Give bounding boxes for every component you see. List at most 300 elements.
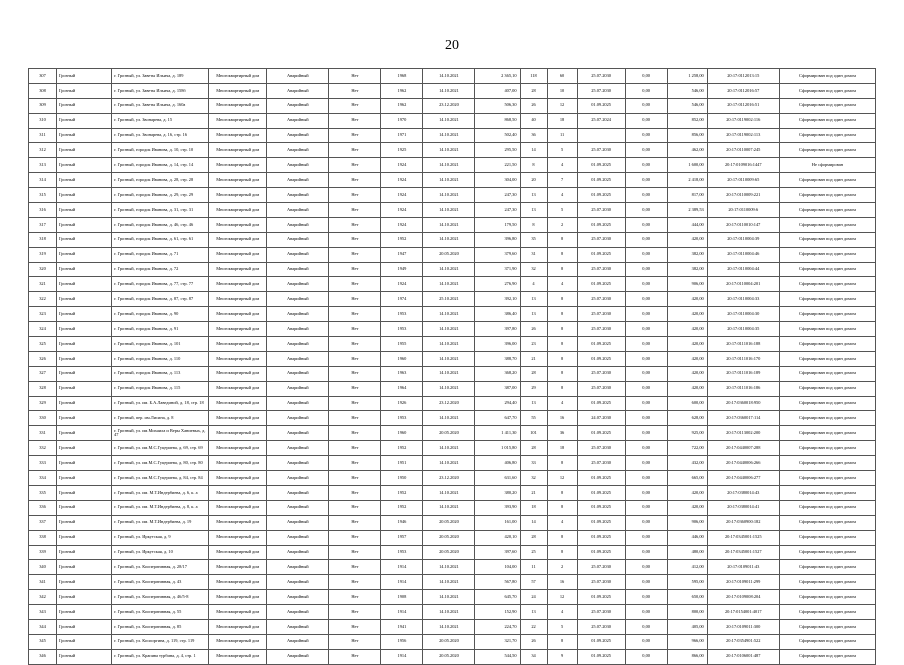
cell-address: г. Грозный, ул. Кооперативная, д. 46/5-8 — [112, 590, 209, 605]
cell-apartments: 10 — [547, 83, 577, 98]
cell-row-number: 313 — [29, 158, 57, 173]
cell-residents: 21 — [520, 351, 547, 366]
cell-land-status: Сформирован под один домом — [779, 262, 875, 277]
cell-special-flag: Нет — [329, 411, 381, 426]
cell-area: 294,40 — [475, 396, 520, 411]
table-row — [29, 262, 876, 277]
cell-address: г. Грозный, городок Иванова, д. 110 — [112, 351, 209, 366]
table-row — [29, 83, 876, 98]
cell-row-number: 338 — [29, 530, 57, 545]
cell-residents: 32 — [520, 262, 547, 277]
cell-col-13: 0,00 — [625, 634, 667, 649]
cell-year-built: 1908 — [381, 590, 423, 605]
cell-row-number: 333 — [29, 456, 57, 471]
cell-land-area: 405,00 — [667, 619, 707, 634]
cell-cadastral-number: 20:17:0354901:522 — [707, 634, 779, 649]
cell-land-status: Сформирован под один домом — [779, 619, 875, 634]
cell-land-area: 906,00 — [667, 515, 707, 530]
cell-residents: 13 — [520, 605, 547, 620]
cell-resettlement-date: 01.09.2025 — [577, 530, 625, 545]
cell-condition: Аварийный — [267, 605, 329, 620]
cell-land-area: 800,00 — [667, 605, 707, 620]
cell-year-built: 1968 — [381, 69, 423, 84]
cell-special-flag: Нет — [329, 262, 381, 277]
cell-building-type: Многоквартирный дом — [209, 649, 267, 664]
cell-special-flag: Нет — [329, 158, 381, 173]
cell-address: г. Грозный, ул. Заветы Ильича, д. 158б — [112, 83, 209, 98]
cell-condition: Аварийный — [267, 83, 329, 98]
cell-resettlement-date: 25.07.2030 — [577, 560, 625, 575]
cell-resettlement-date: 01.09.2025 — [577, 634, 625, 649]
cell-year-built: 1950 — [381, 471, 423, 486]
cell-special-flag: Нет — [329, 128, 381, 143]
cell-recognition-date: 20.05.2020 — [423, 649, 475, 664]
cell-address: г. Грозный, ул. Иркутская, д. 10 — [112, 545, 209, 560]
cell-resettlement-date: 25.07.2030 — [577, 232, 625, 247]
cell-land-status: Сформирован под один домом — [779, 441, 875, 456]
cell-year-built: 1957 — [381, 530, 423, 545]
cell-year-built: 1956 — [381, 634, 423, 649]
cell-condition: Аварийный — [267, 500, 329, 515]
cell-area: 407,00 — [475, 83, 520, 98]
cell-row-number: 322 — [29, 292, 57, 307]
cell-apartments: 16 — [547, 411, 577, 426]
table-row — [29, 515, 876, 530]
cell-city: Грозный — [57, 366, 112, 381]
table-row — [29, 69, 876, 84]
cell-land-status: Сформирован под один домом — [779, 605, 875, 620]
cell-address: г. Грозный, городок Иванова, д. 87, стр. 87 — [112, 292, 209, 307]
cell-resettlement-date: 01.09.2025 — [577, 247, 625, 262]
cell-area: 506,30 — [475, 98, 520, 113]
cell-address: г. Грозный, ул. Кооперативная, д. 28/17 — [112, 560, 209, 575]
cell-special-flag: Нет — [329, 605, 381, 620]
cell-year-built: 1951 — [381, 456, 423, 471]
cell-city: Грозный — [57, 232, 112, 247]
cell-recognition-date: 14.10.2021 — [423, 69, 475, 84]
cell-residents: 26 — [520, 322, 547, 337]
cell-area: 420,10 — [475, 530, 520, 545]
cell-land-status: Сформирован под один домом — [779, 322, 875, 337]
table-row — [29, 247, 876, 262]
cell-land-area: 856,00 — [667, 128, 707, 143]
cell-year-built: 1970 — [381, 113, 423, 128]
cell-condition: Аварийный — [267, 396, 329, 411]
cell-recognition-date: 20.05.2020 — [423, 247, 475, 262]
cell-year-built: 1952 — [381, 232, 423, 247]
cell-cadastral-number: 20:17:0113002:200 — [707, 426, 779, 441]
cell-land-area: 1 258,00 — [667, 69, 707, 84]
cell-city: Грозный — [57, 441, 112, 456]
cell-residents: 28 — [520, 530, 547, 545]
cell-cadastral-number: 20:17:0119002:113 — [707, 128, 779, 143]
cell-land-area: 966,00 — [667, 634, 707, 649]
cell-recognition-date: 14.10.2021 — [423, 560, 475, 575]
table-row — [29, 203, 876, 218]
cell-resettlement-date: 25.07.2030 — [577, 322, 625, 337]
cell-land-area: 1 600,00 — [667, 158, 707, 173]
cell-col-13: 0,00 — [625, 351, 667, 366]
cell-special-flag: Нет — [329, 217, 381, 232]
cell-cadastral-number: 20:17:0112013:15 — [707, 69, 779, 84]
cell-condition: Аварийный — [267, 98, 329, 113]
cell-land-area: 382,00 — [667, 262, 707, 277]
cell-resettlement-date: 01.09.2025 — [577, 396, 625, 411]
housing-registry-table — [28, 68, 876, 665]
cell-recognition-date: 23.12.2020 — [423, 471, 475, 486]
cell-recognition-date: 14.10.2021 — [423, 605, 475, 620]
cell-residents: 13 — [520, 292, 547, 307]
cell-row-number: 310 — [29, 113, 57, 128]
cell-resettlement-date: 01.09.2025 — [577, 351, 625, 366]
cell-cadastral-number: 20:17:0111016:188 — [707, 337, 779, 352]
cell-resettlement-date: 01.09.2025 — [577, 590, 625, 605]
table-row — [29, 545, 876, 560]
table-row — [29, 605, 876, 620]
cell-col-13: 0,00 — [625, 158, 667, 173]
cell-apartments: 8 — [547, 247, 577, 262]
cell-year-built: 1952 — [381, 500, 423, 515]
cell-apartments: 8 — [547, 381, 577, 396]
cell-land-area: 432,00 — [667, 456, 707, 471]
cell-resettlement-date: 25.07.2030 — [577, 143, 625, 158]
cell-special-flag: Нет — [329, 634, 381, 649]
cell-land-status: Сформирован под один домом — [779, 649, 875, 664]
cell-special-flag: Нет — [329, 590, 381, 605]
cell-residents: 14 — [520, 143, 547, 158]
cell-area: 868,50 — [475, 113, 520, 128]
cell-recognition-date: 20.05.2020 — [423, 634, 475, 649]
cell-recognition-date: 20.05.2020 — [423, 426, 475, 441]
cell-row-number: 324 — [29, 322, 57, 337]
cell-residents: 40 — [520, 113, 547, 128]
cell-residents: 23 — [520, 337, 547, 352]
cell-cadastral-number: 20:17:0440007:288 — [707, 441, 779, 456]
cell-address: г. Грозный, ул. Заветы Ильича, д. 160а — [112, 98, 209, 113]
cell-residents: 13 — [520, 203, 547, 218]
cell-land-area: 420,00 — [667, 351, 707, 366]
cell-resettlement-date: 01.09.2025 — [577, 277, 625, 292]
cell-condition: Аварийный — [267, 471, 329, 486]
cell-address: г. Грозный, городок Иванова, д. 77, стр. 77 — [112, 277, 209, 292]
cell-apartments: 11 — [547, 128, 577, 143]
cell-address: г. Грозный, ул. им.М.С.Гуцериева, д. 80, стр. 80 — [112, 456, 209, 471]
cell-condition: Аварийный — [267, 188, 329, 203]
cell-building-type: Многоквартирный дом — [209, 590, 267, 605]
cell-land-status: Сформирован под один домом — [779, 456, 875, 471]
table-row — [29, 411, 876, 426]
cell-resettlement-date: 01.09.2025 — [577, 649, 625, 664]
cell-col-13: 0,00 — [625, 143, 667, 158]
table-row — [29, 441, 876, 456]
cell-building-type: Многоквартирный дом — [209, 530, 267, 545]
cell-area: 388,70 — [475, 351, 520, 366]
cell-condition: Аварийный — [267, 366, 329, 381]
cell-recognition-date: 25.10.2021 — [423, 292, 475, 307]
cell-year-built: 1946 — [381, 515, 423, 530]
cell-recognition-date: 14.10.2021 — [423, 411, 475, 426]
cell-apartments: 8 — [547, 366, 577, 381]
cell-land-area: 665,00 — [667, 471, 707, 486]
cell-apartments: 8 — [547, 307, 577, 322]
cell-land-status: Сформирован под один домом — [779, 69, 875, 84]
cell-year-built: 1947 — [381, 247, 423, 262]
cell-building-type: Многоквартирный дом — [209, 277, 267, 292]
cell-col-13: 0,00 — [625, 456, 667, 471]
cell-row-number: 340 — [29, 560, 57, 575]
cell-cadastral-number: 20:17:0110004:39 — [707, 232, 779, 247]
cell-building-type: Многоквартирный дом — [209, 619, 267, 634]
cell-residents: 29 — [520, 381, 547, 396]
cell-row-number: 344 — [29, 619, 57, 634]
cell-land-area: 2 389,53 — [667, 203, 707, 218]
cell-apartments: 8 — [547, 292, 577, 307]
cell-condition: Аварийный — [267, 515, 329, 530]
cell-building-type: Многоквартирный дом — [209, 485, 267, 500]
cell-condition: Аварийный — [267, 247, 329, 262]
cell-year-built: 1953 — [381, 545, 423, 560]
cell-resettlement-date: 01.09.2025 — [577, 173, 625, 188]
cell-apartments: 4 — [547, 158, 577, 173]
cell-land-status: Сформирован под один домом — [779, 381, 875, 396]
cell-land-status: Сформирован под один домом — [779, 232, 875, 247]
cell-special-flag: Нет — [329, 247, 381, 262]
cell-city: Грозный — [57, 292, 112, 307]
cell-address: г. Грозный, городок Иванова, д. 115 — [112, 381, 209, 396]
cell-row-number: 321 — [29, 277, 57, 292]
cell-building-type: Многоквартирный дом — [209, 500, 267, 515]
cell-land-area: 382,00 — [667, 247, 707, 262]
cell-special-flag: Нет — [329, 98, 381, 113]
cell-land-status: Сформирован под один домом — [779, 530, 875, 545]
cell-area: 152,90 — [475, 605, 520, 620]
table-row — [29, 560, 876, 575]
cell-residents: 32 — [520, 471, 547, 486]
cell-resettlement-date: 25.07.2030 — [577, 69, 625, 84]
cell-col-13: 0,00 — [625, 471, 667, 486]
cell-special-flag: Нет — [329, 203, 381, 218]
cell-row-number: 332 — [29, 441, 57, 456]
cell-city: Грозный — [57, 530, 112, 545]
cell-resettlement-date: 01.09.2025 — [577, 426, 625, 441]
cell-row-number: 343 — [29, 605, 57, 620]
cell-col-13: 0,00 — [625, 441, 667, 456]
cell-recognition-date: 14.10.2021 — [423, 441, 475, 456]
cell-recognition-date: 14.10.2021 — [423, 337, 475, 352]
cell-land-area: 480,00 — [667, 545, 707, 560]
cell-apartments: 4 — [547, 396, 577, 411]
cell-city: Грозный — [57, 381, 112, 396]
cell-special-flag: Нет — [329, 649, 381, 664]
cell-area: 406,80 — [475, 456, 520, 471]
cell-address: г. Грозный, городок Иванова, д. 71 — [112, 247, 209, 262]
cell-col-13: 0,00 — [625, 605, 667, 620]
cell-apartments: 60 — [547, 69, 577, 84]
cell-col-13: 0,00 — [625, 337, 667, 352]
cell-land-status: Сформирован под один домом — [779, 337, 875, 352]
cell-row-number: 330 — [29, 411, 57, 426]
cell-condition: Аварийный — [267, 619, 329, 634]
cell-area: 392,10 — [475, 292, 520, 307]
cell-col-13: 0,00 — [625, 515, 667, 530]
cell-building-type: Многоквартирный дом — [209, 232, 267, 247]
cell-address: г. Грозный, ул. им.М.С.Гуцериева, д. 84, стр. 84 — [112, 471, 209, 486]
cell-area: 502,40 — [475, 128, 520, 143]
cell-residents: 35 — [520, 232, 547, 247]
cell-address: г. Грозный, ул. Косиоргина, д. 119, стр. 119 — [112, 634, 209, 649]
cell-land-status: Сформирован под один домом — [779, 500, 875, 515]
cell-residents: 20 — [520, 173, 547, 188]
cell-year-built: 1971 — [381, 128, 423, 143]
cell-special-flag: Нет — [329, 277, 381, 292]
cell-land-area: 420,00 — [667, 500, 707, 515]
cell-resettlement-date: 24.07.2030 — [577, 411, 625, 426]
cell-row-number: 308 — [29, 83, 57, 98]
cell-building-type: Многоквартирный дом — [209, 337, 267, 352]
cell-cadastral-number: 20:17:0110004:33 — [707, 292, 779, 307]
cell-building-type: Многоквартирный дом — [209, 396, 267, 411]
cell-row-number: 341 — [29, 575, 57, 590]
cell-city: Грозный — [57, 560, 112, 575]
cell-city: Грозный — [57, 545, 112, 560]
cell-residents: 36 — [520, 128, 547, 143]
cell-special-flag: Нет — [329, 456, 381, 471]
cell-cadastral-number: 20:17:0109016:1447 — [707, 158, 779, 173]
cell-resettlement-date: 01.09.2025 — [577, 217, 625, 232]
cell-city: Грозный — [57, 411, 112, 426]
cell-area: 371,90 — [475, 262, 520, 277]
cell-col-13: 0,00 — [625, 83, 667, 98]
cell-building-type: Многоквартирный дом — [209, 411, 267, 426]
cell-area: 645,70 — [475, 590, 520, 605]
cell-cadastral-number: 20:17:0345001:1527 — [707, 545, 779, 560]
cell-special-flag: Нет — [329, 173, 381, 188]
cell-city: Грозный — [57, 485, 112, 500]
cell-building-type: Многоквартирный дом — [209, 351, 267, 366]
cell-area: 179,50 — [475, 217, 520, 232]
cell-special-flag: Нет — [329, 619, 381, 634]
cell-cadastral-number: 20:17:0380014:41 — [707, 500, 779, 515]
cell-land-status: Сформирован под один домом — [779, 351, 875, 366]
cell-row-number: 326 — [29, 351, 57, 366]
cell-city: Грозный — [57, 396, 112, 411]
cell-city: Грозный — [57, 619, 112, 634]
cell-condition: Аварийный — [267, 456, 329, 471]
cell-land-area: 2 418,00 — [667, 173, 707, 188]
cell-row-number: 311 — [29, 128, 57, 143]
cell-recognition-date: 20.05.2020 — [423, 545, 475, 560]
cell-city: Грозный — [57, 351, 112, 366]
cell-resettlement-date: 25.07.2030 — [577, 619, 625, 634]
cell-land-status: Сформирован под один домом — [779, 411, 875, 426]
cell-residents: 28 — [520, 83, 547, 98]
cell-city: Грозный — [57, 158, 112, 173]
cell-land-area: 420,00 — [667, 232, 707, 247]
cell-year-built: 1924 — [381, 203, 423, 218]
cell-land-status: Сформирован под один домом — [779, 203, 875, 218]
cell-apartments: 8 — [547, 262, 577, 277]
cell-apartments: 16 — [547, 575, 577, 590]
cell-area: 321,70 — [475, 634, 520, 649]
cell-land-status: Сформирован под один домом — [779, 247, 875, 262]
cell-city: Грозный — [57, 173, 112, 188]
cell-row-number: 320 — [29, 262, 57, 277]
cell-year-built: 1952 — [381, 441, 423, 456]
cell-address: г. Грозный, ул. Иркутская, д. 9 — [112, 530, 209, 545]
cell-apartments: 12 — [547, 471, 577, 486]
table-row — [29, 649, 876, 664]
cell-area: 304,00 — [475, 173, 520, 188]
cell-address: г. Грозный, городок Иванова, д. 91 — [112, 322, 209, 337]
cell-land-status: Сформирован под один домом — [779, 590, 875, 605]
cell-cadastral-number: 20:17:0110009:6 — [707, 203, 779, 218]
cell-special-flag: Нет — [329, 485, 381, 500]
cell-land-status: Сформирован под один домом — [779, 485, 875, 500]
cell-resettlement-date: 25.07.2030 — [577, 575, 625, 590]
cell-condition: Аварийный — [267, 158, 329, 173]
cell-residents: 18 — [520, 500, 547, 515]
cell-cadastral-number: 20:17:0112016:51 — [707, 98, 779, 113]
cell-land-status: Сформирован под один домом — [779, 143, 875, 158]
cell-building-type: Многоквартирный дом — [209, 292, 267, 307]
cell-row-number: 342 — [29, 590, 57, 605]
cell-year-built: 1924 — [381, 277, 423, 292]
cell-cadastral-number: 20:17:0110007:245 — [707, 143, 779, 158]
cell-col-13: 0,00 — [625, 203, 667, 218]
cell-resettlement-date: 01.09.2025 — [577, 500, 625, 515]
cell-building-type: Многоквартирный дом — [209, 98, 267, 113]
table-row — [29, 619, 876, 634]
cell-condition: Аварийный — [267, 545, 329, 560]
cell-row-number: 312 — [29, 143, 57, 158]
table-row — [29, 128, 876, 143]
cell-land-status: Не сформирован — [779, 158, 875, 173]
cell-cadastral-number: 20:17:0109011:299 — [707, 575, 779, 590]
cell-year-built: 1955 — [381, 337, 423, 352]
table-row — [29, 188, 876, 203]
cell-building-type: Многоквартирный дом — [209, 307, 267, 322]
table-row — [29, 500, 876, 515]
cell-city: Грозный — [57, 471, 112, 486]
cell-year-built: 1924 — [381, 173, 423, 188]
cell-residents: 13 — [520, 188, 547, 203]
cell-condition: Аварийный — [267, 575, 329, 590]
cell-recognition-date: 14.10.2021 — [423, 173, 475, 188]
cell-cadastral-number: 20:17:0380014:43 — [707, 485, 779, 500]
cell-col-13: 0,00 — [625, 98, 667, 113]
cell-condition: Аварийный — [267, 322, 329, 337]
cell-building-type: Многоквартирный дом — [209, 188, 267, 203]
cell-recognition-date: 23.12.2020 — [423, 396, 475, 411]
cell-area: 631,60 — [475, 471, 520, 486]
cell-residents: 11 — [520, 560, 547, 575]
cell-recognition-date: 14.10.2021 — [423, 485, 475, 500]
cell-col-13: 0,00 — [625, 590, 667, 605]
cell-col-13: 0,00 — [625, 277, 667, 292]
cell-land-area: 650,00 — [667, 590, 707, 605]
cell-year-built: 1962 — [381, 83, 423, 98]
cell-special-flag: Нет — [329, 83, 381, 98]
cell-land-status: Сформирован под один домом — [779, 173, 875, 188]
cell-condition: Аварийный — [267, 351, 329, 366]
cell-city: Грозный — [57, 634, 112, 649]
cell-col-13: 0,00 — [625, 426, 667, 441]
cell-condition: Аварийный — [267, 590, 329, 605]
cell-year-built: 1952 — [381, 485, 423, 500]
cell-residents: 57 — [520, 575, 547, 590]
cell-residents: 21 — [520, 485, 547, 500]
table-row — [29, 143, 876, 158]
